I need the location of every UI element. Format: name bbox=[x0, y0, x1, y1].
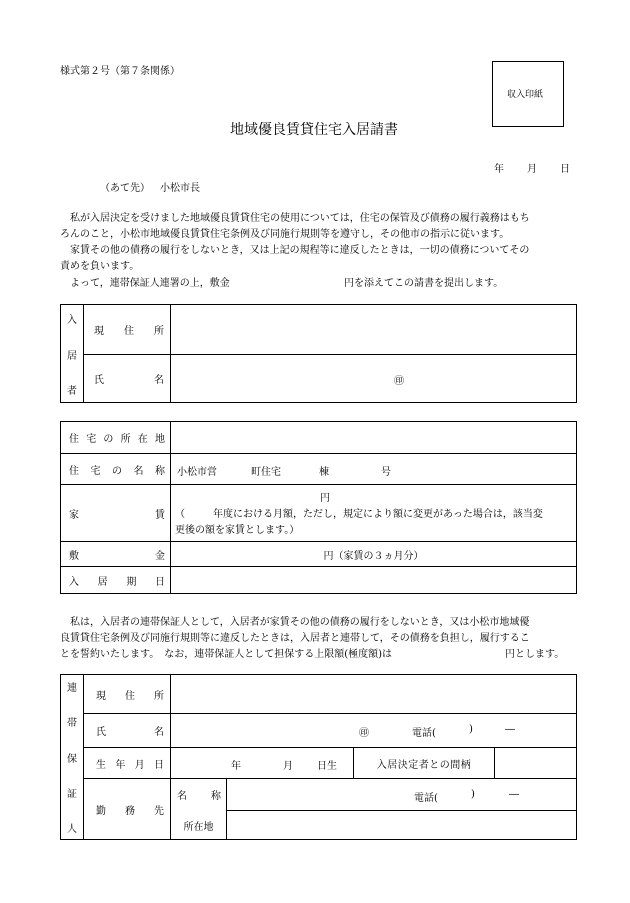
workplace-phone-label: 電話( bbox=[414, 793, 438, 804]
rent-yen: 円 bbox=[320, 493, 330, 504]
tenant-seal-mark: ㊞ bbox=[394, 376, 404, 387]
house-table bbox=[60, 421, 577, 594]
guarantor-table bbox=[60, 674, 577, 840]
paragraph1-line5b: 円を添えてこの請書を提出します。 bbox=[344, 278, 504, 289]
date-year: 年 bbox=[494, 164, 504, 175]
birth-year: 年 bbox=[231, 761, 241, 772]
revenue-stamp-box bbox=[492, 61, 564, 127]
house-location-label: 住 宅 の 所 在 地 bbox=[69, 434, 165, 445]
workplace-name-label: 名 称 bbox=[177, 791, 221, 802]
guarantor-phone-dash: ― bbox=[505, 724, 515, 735]
guarantor-address-field[interactable] bbox=[172, 677, 576, 712]
house-name-town: 町住宅 bbox=[251, 467, 281, 478]
house-name-label: 住 宅 の 名 称 bbox=[69, 465, 165, 477]
move-in-date-field[interactable] bbox=[172, 568, 574, 592]
workplace-address-label: 所在地 bbox=[183, 821, 214, 833]
move-in-date-label: 入 居 期 日 bbox=[69, 576, 165, 588]
workplace-phone-dash: ― bbox=[509, 789, 519, 800]
paragraph2-line3b: 円とします。 bbox=[505, 649, 565, 660]
house-name-building: 棟 bbox=[319, 467, 329, 478]
house-location-field[interactable] bbox=[172, 424, 574, 452]
guarantor-birthdate-label: 生 年 月 日 bbox=[96, 759, 164, 771]
birth-day: 日生 bbox=[317, 761, 337, 772]
paragraph1-line3: 家賃その他の債務の履行をしないとき，又は上記の規程等に違反したときは，一切の債務についてその bbox=[60, 245, 530, 256]
guarantor-address-label: 現 住 所 bbox=[96, 690, 164, 702]
date-day: 日 bbox=[560, 164, 570, 175]
paragraph2-line3a: とを誓約いたします。 なお，連帯保証人として担保する上限額(極度額)は bbox=[60, 649, 393, 660]
rent-note-line2: 更後の額を家賃とします。） bbox=[175, 525, 300, 536]
relation-field[interactable] bbox=[496, 749, 576, 777]
house-name-prefix: 小松市営 bbox=[177, 467, 217, 478]
tenant-table bbox=[60, 304, 577, 403]
house-name-room: 号 bbox=[381, 467, 391, 478]
workplace-label: 勤 務 先 bbox=[96, 805, 164, 817]
deposit-value: 円（家賃の３ヵ月分） bbox=[323, 550, 424, 562]
rent-note-open: （ bbox=[175, 509, 185, 520]
rent-label: 家 賃 bbox=[69, 509, 165, 521]
revenue-stamp-label: 収入印紙 bbox=[507, 90, 544, 100]
paragraph2-line2: 良賃貸住宅条例及び同施行規則等に違反したときは，入居者と連帯して，その債務を負担し，履行するこ bbox=[60, 633, 530, 644]
relation-label: 入居決定者との間柄 bbox=[376, 759, 472, 771]
guarantor-phone-label: 電話( bbox=[412, 728, 436, 739]
paragraph2-line1: 私は，入居者の連帯保証人として，入居者が家賃その他の債務の履行をしないとき，又は小松市地域優 bbox=[60, 617, 530, 628]
addressee-label: （あて先） bbox=[100, 183, 150, 194]
paragraph1-line2: ろんのこと，小松市地域優良賃貸住宅条例及び同施行規則等を遵守し，その他市の指示に従います。 bbox=[60, 229, 510, 240]
guarantor-name-label: 氏 名 bbox=[96, 727, 164, 738]
tenant-name-label: 氏 名 bbox=[94, 375, 164, 386]
tenant-address-field[interactable] bbox=[172, 307, 576, 352]
workplace-address-field[interactable] bbox=[228, 812, 576, 838]
guarantor-phone-close: ) bbox=[469, 724, 473, 735]
tenant-name-field[interactable] bbox=[172, 357, 576, 400]
guarantor-side-label: 連 帯 保 証 人 bbox=[67, 683, 77, 835]
tenant-side-label: 入 居 者 bbox=[67, 315, 77, 397]
paragraph1-line1: 私が入居決定を受けました地域優良賃貸住宅の使用については，住宅の保管及び債務の履行義務はもち bbox=[60, 213, 530, 224]
guarantor-seal-mark: ㊞ bbox=[359, 728, 369, 739]
paragraph1-line4: 責めを負います。 bbox=[60, 261, 140, 272]
form-number: 様式第２号（第７条関係） bbox=[60, 66, 180, 77]
paragraph1-line5a: よって，連帯保証人連署の上，敷金 bbox=[60, 278, 230, 289]
tenant-address-label: 現 住 所 bbox=[94, 326, 164, 337]
rent-note-line1: 年度における月額，ただし，規定により額に変更があった場合は，該当変 bbox=[213, 509, 543, 520]
document-title: 地域優良賃貸住宅入居請書 bbox=[230, 122, 398, 138]
birth-month: 月 bbox=[283, 761, 293, 772]
deposit-label: 敷 金 bbox=[69, 550, 165, 562]
workplace-phone-close: ) bbox=[471, 789, 475, 800]
addressee-name: 小松市長 bbox=[160, 183, 200, 194]
date-month: 月 bbox=[527, 164, 537, 175]
